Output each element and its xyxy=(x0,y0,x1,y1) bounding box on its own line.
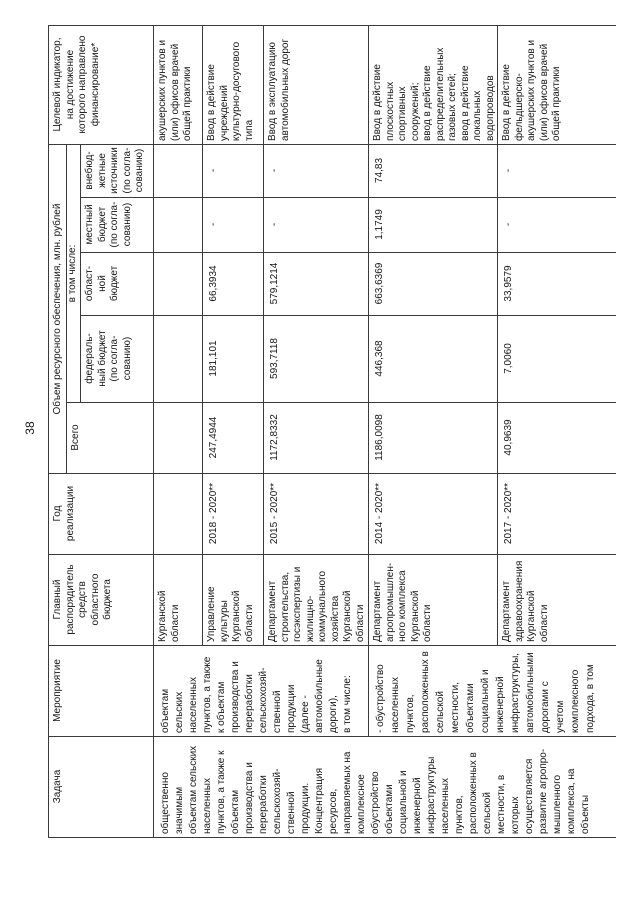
row-4-federal-cell: 446,368 xyxy=(369,316,497,402)
row-2-manager-cell: Управление культуры Курганской области xyxy=(203,555,263,645)
rotated-table-sheet xyxy=(23,25,616,838)
activity-cell-1: объектам сельских населенных пунктов, а также к объектам производства и переработки сельскохозяй- ственной продукции (далее - автомобильные дороги), в том числе: xyxy=(154,646,368,736)
row-4-manager-cell: Департамент агропромышлен- ного комплекса Курганской области xyxy=(369,555,497,645)
header-federal: федераль- ный бюджет (по согла- сованию) xyxy=(81,316,153,402)
row-1-manager-cell: Курганской области xyxy=(154,555,202,645)
header-manager: Главный распорядитель средств областного бюджета xyxy=(49,555,153,645)
row-3-extrabudgetary-cell: - xyxy=(264,145,368,197)
row-5-years-cell: 2017 - 2020** xyxy=(498,474,616,554)
row-2-federal-cell: 181,101 xyxy=(203,316,263,402)
header-funding: Объем ресурсного обеспечения, млн. рублей xyxy=(49,145,66,473)
row-3-federal-cell: 593,7118 xyxy=(264,316,368,402)
row-4-local-cell: 1,1749 xyxy=(369,198,497,252)
row-3-indicator-cell: Ввод в эксплуатацию автомобильных дорог xyxy=(264,26,368,144)
activity-cell-2: - обустройство населенных пунктов, расположенных в сельской местности, объектами социальной и инженерной инфраструктуры, автомобильными дорогами с учетом комплексного подхода, в том xyxy=(369,646,616,736)
row-1-indicator-cell: акушерских пунктов и (или) офисов врачей общей практики xyxy=(154,26,202,144)
header-total: Всего xyxy=(67,403,153,473)
row-4-total-cell: 1186,0098 xyxy=(369,403,497,473)
row-5-extrabudgetary-cell: - xyxy=(498,145,616,197)
row-1-total-cell xyxy=(154,403,202,473)
row-1-years-cell xyxy=(154,474,202,554)
row-1-local-cell xyxy=(154,198,202,252)
row-2-regional-cell: 66,3934 xyxy=(203,253,263,315)
resource-table xyxy=(48,25,616,838)
row-2-local-cell: - xyxy=(203,198,263,252)
row-5-total-cell: 40,9639 xyxy=(498,403,616,473)
row-3-manager-cell: Департамент строительства, госэкспертизы и жилищно- коммунального хозяйства Курганской области xyxy=(264,555,368,645)
row-5-regional-cell: 33,9579 xyxy=(498,253,616,315)
row-5-local-cell: - xyxy=(498,198,616,252)
row-4-extrabudgetary-cell: 74,83 xyxy=(369,145,497,197)
row-4-years-cell: 2014 - 2020** xyxy=(369,474,497,554)
row-1-regional-cell xyxy=(154,253,202,315)
row-1-federal-cell xyxy=(154,316,202,402)
row-3-regional-cell: 579,1214 xyxy=(264,253,368,315)
row-3-years-cell: 2015 - 2020** xyxy=(264,474,368,554)
row-3-local-cell: - xyxy=(264,198,368,252)
row-3-total-cell: 1172,8332 xyxy=(264,403,368,473)
page-number: 38 xyxy=(23,421,37,435)
header-local: местный бюджет (по согла- сованию) xyxy=(81,198,153,252)
row-2-years-cell: 2018 - 2020** xyxy=(203,474,263,554)
header-task: Задача xyxy=(49,737,153,837)
row-4-indicator-cell: Ввод в действие плоскостных спортивных сооружений; ввод в действие распределительных газовых сетей; ввод в действие локальных водопроводов xyxy=(369,26,497,144)
header-years: Год реализации xyxy=(49,474,153,554)
row-1-extrabudgetary-cell xyxy=(154,145,202,197)
row-2-total-cell: 247,4944 xyxy=(203,403,263,473)
header-indicator: Целевой индикатор, на достижение которого направлено финансирование* xyxy=(49,26,153,144)
row-4-regional-cell: 663,6369 xyxy=(369,253,497,315)
row-5-federal-cell: 7,0060 xyxy=(498,316,616,402)
row-5-indicator-cell: Ввод в действие фельдшерско- акушерских пунктов и (или) офисов врачей общей практики xyxy=(498,26,616,144)
row-2-indicator-cell: Ввод в действие учреждений культурно-досугового типа xyxy=(203,26,263,144)
header-extrabudgetary: внебюд- жетные источники (по согла- сованию) xyxy=(81,145,153,197)
task-cell: общественно значимым объектам сельских населенных пунктов, а также к объектам производства и переработки сельскохозяй- ственной продукции. Концентрация ресурсов, направляемых на комплексное обустройство объектами социальной и инженерной инфраструктуры населенных пунктов, расположенных в сельской местности, в которых осуществляется развитие агропро- мышленного комплекса, на объекты xyxy=(154,737,616,837)
header-including: в том числе: xyxy=(67,145,80,402)
header-activity: Мероприятие xyxy=(49,646,153,736)
row-5-manager-cell: Департамент здравоохранения Курганской области xyxy=(498,555,616,645)
header-regional: област- ной бюджет xyxy=(81,253,153,315)
row-2-extrabudgetary-cell: - xyxy=(203,145,263,197)
